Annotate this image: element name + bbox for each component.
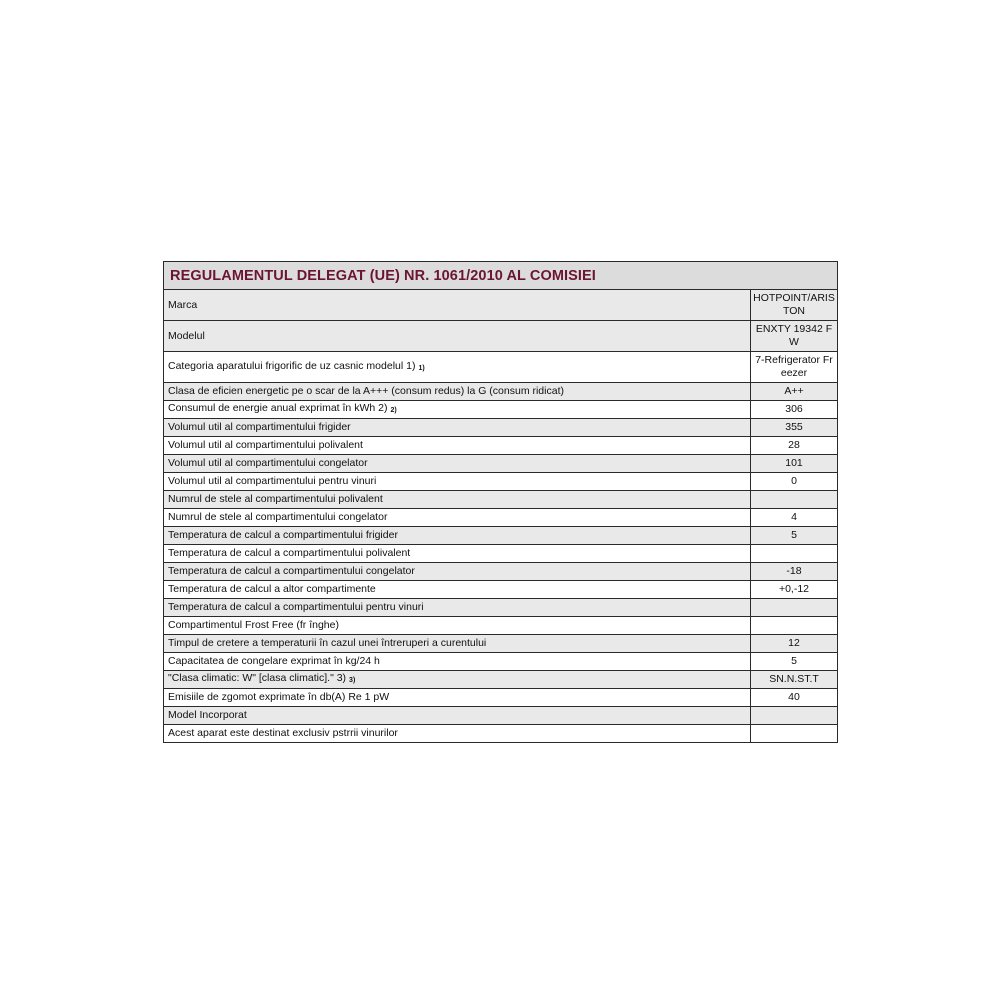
table-row [164, 617, 837, 635]
row-value: 355 [785, 421, 803, 433]
table-row [164, 509, 837, 527]
row-label: Temperatura de calcul a compartimentului frigider [168, 529, 398, 541]
row-value-cell [751, 653, 838, 671]
row-label: Categoria aparatului frigorific de uz casnic modelul 1) [168, 359, 416, 372]
table-row [164, 689, 837, 707]
table-row [164, 635, 837, 653]
table-row [164, 437, 837, 455]
row-value-cell [751, 635, 838, 653]
row-label-cell [164, 581, 751, 599]
table-row [164, 473, 837, 491]
table-row [164, 401, 837, 419]
row-value: -18 [786, 565, 802, 577]
row-value-cell [751, 437, 838, 455]
row-value-cell [751, 689, 838, 707]
row-label-cell [164, 321, 751, 352]
row-label: Emisiile de zgomot exprimate în db(A) Re 1 pW [168, 691, 390, 703]
row-label-cell [164, 491, 751, 509]
row-value-cell [751, 352, 838, 383]
row-footnote: 3) [349, 677, 356, 684]
row-label-cell [164, 509, 751, 527]
row-value-cell [751, 563, 838, 581]
row-label-cell [164, 383, 751, 401]
row-value-cell [751, 473, 838, 491]
row-label: Numrul de stele al compartimentului polivalent [168, 493, 383, 505]
row-label: Modelul [168, 329, 205, 342]
row-label-cell [164, 401, 751, 419]
table-row [164, 581, 837, 599]
row-label: Volumul util al compartimentului pentru vinuri [168, 475, 377, 487]
table-row [164, 545, 837, 563]
table-row [164, 455, 837, 473]
row-value: 7-Refrigerator Freezer [755, 354, 833, 379]
row-value-cell [751, 599, 838, 617]
row-value-cell [751, 527, 838, 545]
row-value-cell [751, 455, 838, 473]
row-value-cell [751, 419, 838, 437]
row-value: 4 [791, 511, 797, 523]
row-value: 5 [791, 529, 797, 541]
row-value: A++ [784, 385, 804, 397]
row-label: Temperatura de calcul a compartimentului congelator [168, 565, 415, 577]
row-label: Marca [168, 298, 198, 311]
row-value-cell [751, 725, 838, 743]
row-label: Consumul de energie anual exprimat în kWh 2) [168, 402, 388, 414]
row-value-cell [751, 383, 838, 401]
sheet-title: REGULAMENTUL DELEGAT (UE) NR. 1061/2010 AL COMISIEI [164, 262, 837, 290]
row-label: Numrul de stele al compartimentului congelator [168, 511, 388, 523]
table-row [164, 352, 837, 383]
row-label-cell [164, 352, 751, 383]
table-row [164, 527, 837, 545]
row-footnote: 1) [418, 364, 425, 372]
row-value-cell [751, 509, 838, 527]
row-value: 28 [788, 439, 800, 451]
row-label-cell [164, 653, 751, 671]
row-label-cell [164, 689, 751, 707]
row-value-cell [751, 707, 838, 725]
row-label-cell [164, 455, 751, 473]
row-label: Temperatura de calcul a altor compartimente [168, 583, 376, 595]
row-label: "Clasa climatic: W" [clasa climatic]." 3) [168, 672, 347, 684]
row-value: SN.N.ST.T [769, 673, 819, 685]
spec-table-body [164, 290, 837, 742]
row-label-cell [164, 290, 751, 321]
row-label: Volumul util al compartimentului polivalent [168, 439, 363, 451]
table-row [164, 707, 837, 725]
row-label-cell [164, 473, 751, 491]
row-label-cell [164, 545, 751, 563]
table-row [164, 599, 837, 617]
row-value: 101 [785, 457, 803, 469]
energy-label-sheet [163, 261, 838, 743]
table-row [164, 725, 837, 743]
row-value: 40 [788, 691, 800, 703]
row-label: Volumul util al compartimentului congelator [168, 457, 368, 469]
table-row [164, 491, 837, 509]
table-row [164, 563, 837, 581]
row-value-cell [751, 671, 838, 689]
row-value-cell [751, 581, 838, 599]
row-value: 0 [791, 475, 797, 487]
row-value-cell [751, 491, 838, 509]
row-label: Capacitatea de congelare exprimat în kg/24 h [168, 655, 380, 667]
row-value: HOTPOINT/ARISTON [753, 292, 835, 317]
row-footnote: 2) [390, 407, 397, 414]
table-row [164, 383, 837, 401]
row-value-cell [751, 321, 838, 352]
row-value: 306 [785, 403, 803, 415]
table-row [164, 290, 837, 321]
row-label-cell [164, 707, 751, 725]
row-label-cell [164, 437, 751, 455]
row-label-cell [164, 635, 751, 653]
row-label: Timpul de cretere a temperaturii în cazul unei întreruperi a curentului [168, 637, 487, 649]
row-value-cell [751, 617, 838, 635]
row-value-cell [751, 401, 838, 419]
row-label-cell [164, 725, 751, 743]
row-label-cell [164, 671, 751, 689]
table-row [164, 419, 837, 437]
row-label: Temperatura de calcul a compartimentului polivalent [168, 547, 411, 559]
table-row [164, 321, 837, 352]
row-label-cell [164, 599, 751, 617]
row-label-cell [164, 419, 751, 437]
table-row [164, 653, 837, 671]
row-value: 5 [791, 655, 797, 667]
row-value: 12 [788, 637, 800, 649]
row-label: Volumul util al compartimentului frigider [168, 421, 351, 433]
row-label: Acest aparat este destinat exclusiv pstrrii vinurilor [168, 727, 398, 739]
row-label-cell [164, 617, 751, 635]
spec-table [164, 290, 837, 742]
row-label: Temperatura de calcul a compartimentului pentru vinuri [168, 601, 424, 613]
row-label: Model Incorporat [168, 709, 247, 721]
row-label: Clasa de eficien energetic pe o scar de la A+++ (consum redus) la G (consum ridicat) [168, 385, 564, 397]
row-value: ENXTY 19342 FW [755, 323, 833, 348]
row-value-cell [751, 290, 838, 321]
row-label-cell [164, 527, 751, 545]
row-label: Compartimentul Frost Free (fr înghe) [168, 619, 339, 631]
row-label-cell [164, 563, 751, 581]
table-row [164, 671, 837, 689]
row-value-cell [751, 545, 838, 563]
row-value: +0,-12 [778, 583, 810, 595]
